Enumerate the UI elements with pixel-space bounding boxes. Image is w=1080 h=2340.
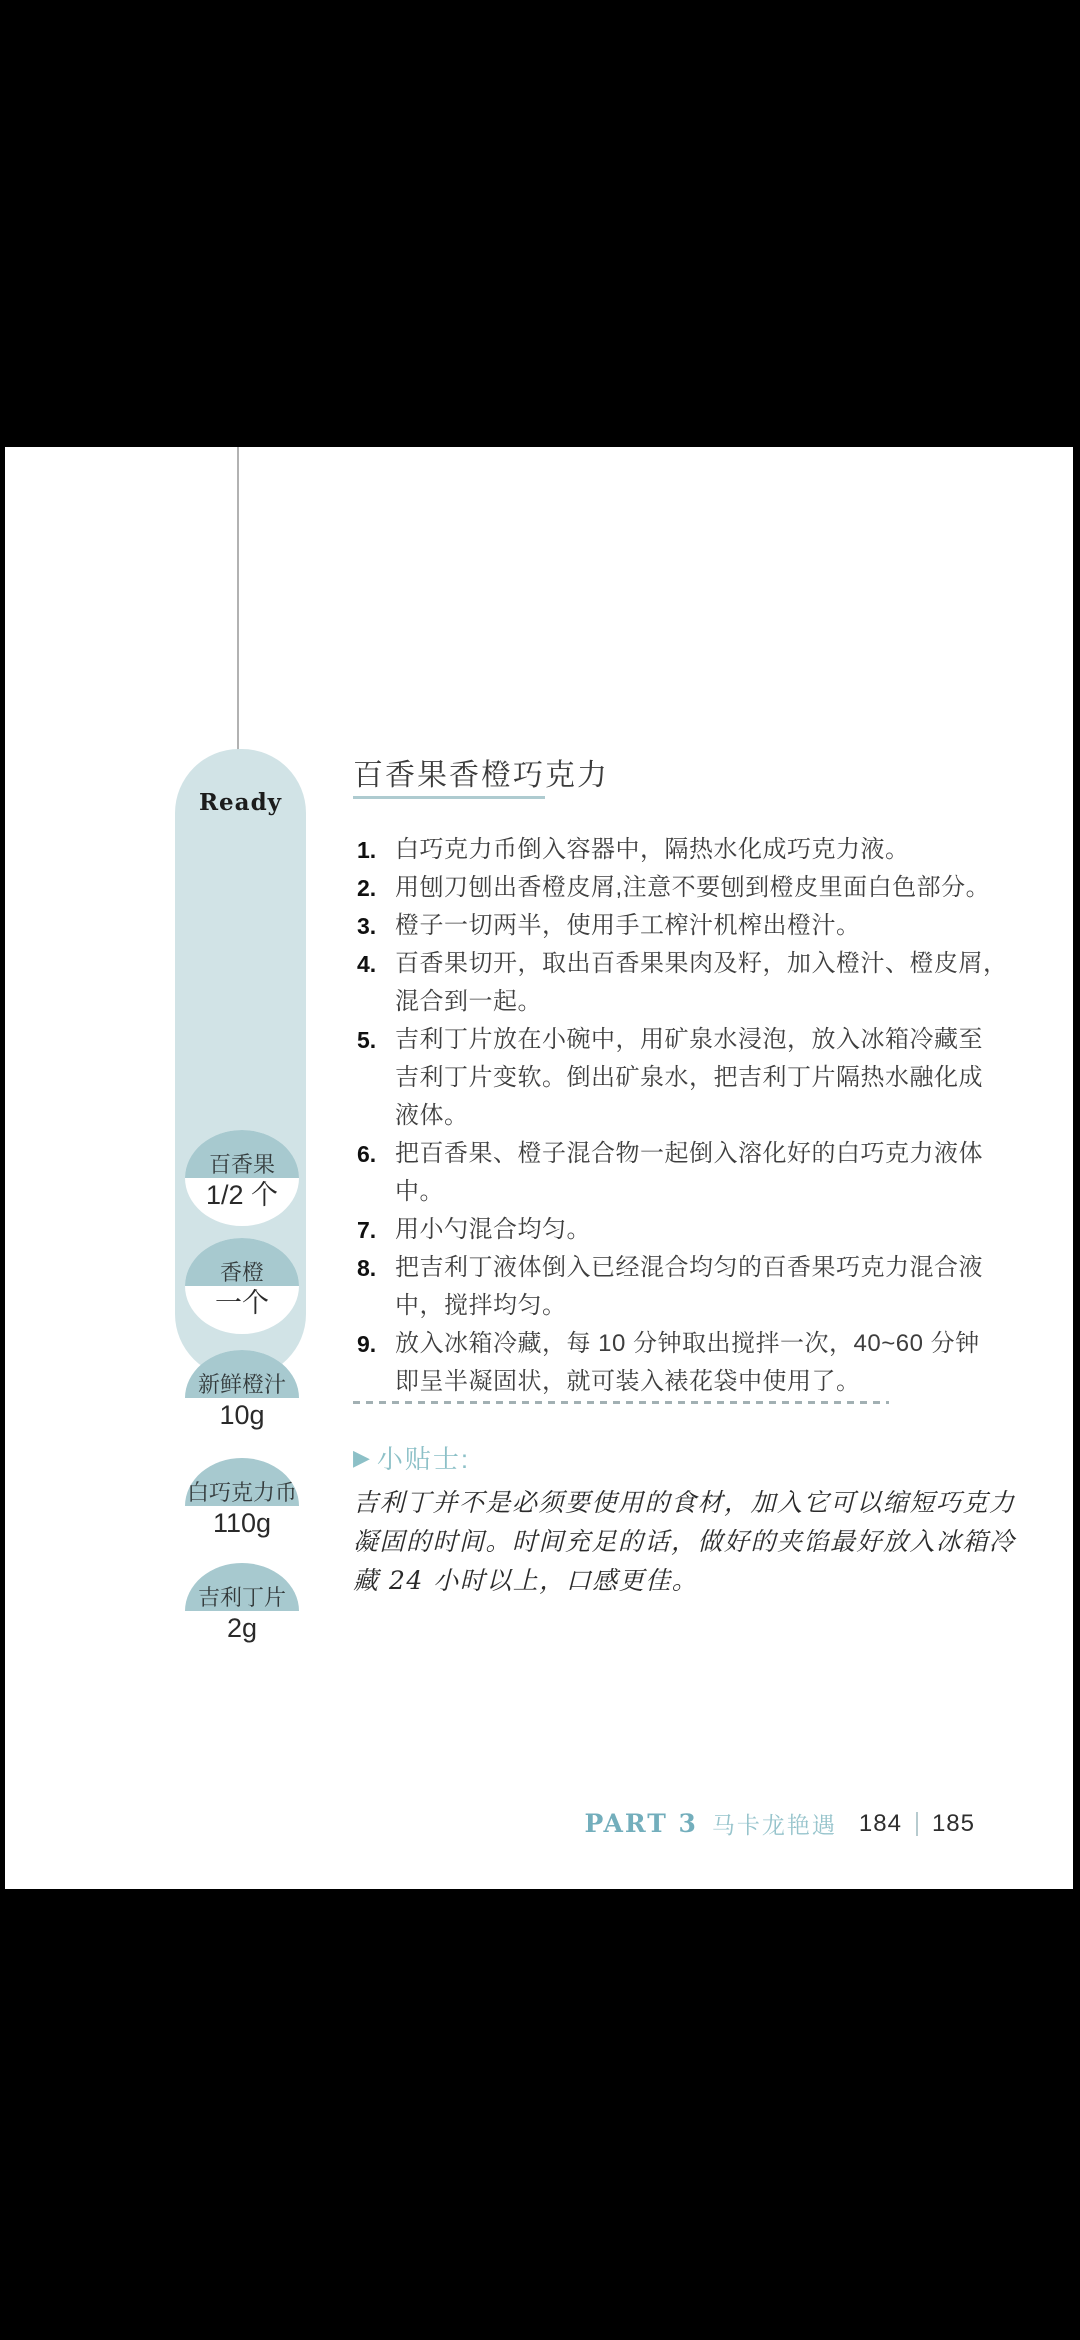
- step-text-line: 橙子一切两半，使用手工榨汁机榨出橙汁。: [395, 912, 861, 939]
- ingredient-name: 新鲜橙汁: [197, 1372, 286, 1397]
- step-number: 1.: [357, 837, 377, 863]
- step-text-line: 放入冰箱冷藏，每 10 分钟取出搅拌一次，40~60 分钟: [395, 1330, 980, 1357]
- tip-line: 吉利丁并不是必须要使用的食材，加入它可以缩短巧克力: [353, 1488, 1016, 1517]
- ready-label: Ready: [198, 789, 283, 816]
- ingredient-name: 白巧克力币: [186, 1480, 297, 1505]
- step-text-line: 用刨刀刨出香橙皮屑,注意不要刨到橙皮里面白色部分。: [395, 874, 991, 901]
- step-item: [357, 1021, 983, 1135]
- ingredient-circle-top: [185, 1130, 299, 1178]
- title-underline: [353, 796, 545, 799]
- page-footer: [355, 1807, 975, 1840]
- step-number: 5.: [357, 1027, 377, 1053]
- ingredient-amount: 10g: [219, 1400, 265, 1430]
- step-text-line: 白巧克力币倒入容器中，隔热水化成巧克力液。: [395, 836, 910, 863]
- step-item: [357, 831, 917, 869]
- step-item: [357, 945, 1008, 1021]
- step-item: [357, 1211, 917, 1249]
- page-number-left: 184: [858, 1809, 902, 1837]
- dashed-divider: [353, 1401, 889, 1404]
- page-number-divider: [916, 1812, 918, 1836]
- step-text-line: 吉利丁片放在小碗中，用矿泉水浸泡，放入冰箱冷藏至: [395, 1026, 983, 1053]
- tips-text: [353, 1483, 1016, 1600]
- tip-line: 藏 24 小时以上，口感更佳。: [353, 1566, 699, 1595]
- step-text-line: 把吉利丁液体倒入已经混合均匀的百香果巧克力混合液: [395, 1254, 983, 1281]
- ingredient-circle: [185, 1350, 299, 1446]
- step-text-line: 用小勺混合均匀。: [395, 1216, 591, 1243]
- step-text: [395, 1211, 917, 1249]
- ingredient-circle: [185, 1458, 299, 1554]
- step-text-line: 百香果切开，取出百香果果肉及籽，加入橙汁、橙皮屑，: [395, 950, 1008, 977]
- step-text: [395, 945, 1008, 1021]
- step-text-line: 吉利丁片变软。倒出矿泉水，把吉利丁片隔热水融化成: [395, 1064, 983, 1091]
- ingredient-name: 香橙: [219, 1260, 264, 1285]
- step-number: 7.: [357, 1217, 377, 1243]
- step-text-line: 液体。: [395, 1102, 469, 1129]
- ingredient-amount: 一个: [215, 1288, 269, 1318]
- step-text-line: 中，搅拌均匀。: [395, 1292, 567, 1319]
- ingredient-circle: [185, 1238, 299, 1334]
- tip-line: 凝固的时间。时间充足的话，做好的夹馅最好放入冰箱冷: [353, 1527, 1016, 1556]
- step-text: [395, 831, 917, 869]
- step-item: [357, 1135, 983, 1211]
- ingredient-circle: [185, 1130, 299, 1226]
- step-text: [395, 869, 990, 907]
- step-item: [357, 1249, 983, 1325]
- step-text: [395, 1135, 983, 1211]
- part-label: PART 3: [584, 1809, 698, 1838]
- chapter-title: 马卡龙艳遇: [711, 1812, 837, 1838]
- ingredient-name: 吉利丁片: [197, 1585, 286, 1610]
- ingredient-amount: 1/2 个: [205, 1180, 279, 1210]
- step-number: 9.: [357, 1331, 377, 1357]
- step-text: [395, 1249, 983, 1325]
- step-number: 6.: [357, 1141, 377, 1167]
- step-text-line: 即呈半凝固状，就可装入裱花袋中使用了。: [395, 1368, 861, 1395]
- ingredient-circle-top: [185, 1238, 299, 1286]
- step-number: 3.: [357, 913, 377, 939]
- step-item: [357, 869, 991, 907]
- step-item: [357, 907, 917, 945]
- step-number: 4.: [357, 951, 377, 977]
- step-number: 2.: [357, 875, 377, 901]
- step-text-line: 中。: [395, 1178, 444, 1205]
- step-text-line: 混合到一起。: [395, 988, 542, 1015]
- tips-heading-label: 小贴士:: [376, 1444, 471, 1474]
- ingredient-circle-top: [185, 1350, 299, 1398]
- steps-list: [357, 831, 1008, 1401]
- book-page: [5, 447, 1073, 1889]
- ingredient-amount: 2g: [226, 1613, 258, 1643]
- page-number-right: 185: [931, 1809, 975, 1837]
- step-number: 8.: [357, 1255, 377, 1281]
- ingredient-circle-top: [185, 1563, 299, 1611]
- connector-line: [237, 447, 239, 773]
- step-text: [395, 1325, 980, 1401]
- ingredient-circle: [185, 1563, 299, 1659]
- ingredient-name: 百香果: [208, 1152, 275, 1177]
- ingredient-amount: 110g: [212, 1508, 272, 1538]
- step-text-line: 把百香果、橙子混合物一起倒入溶化好的白巧克力液体: [395, 1140, 983, 1167]
- recipe-title: 百香果香橙巧克力: [353, 759, 609, 792]
- ingredient-circle-top: [185, 1458, 299, 1506]
- ready-ribbon: [175, 749, 306, 1643]
- tips-heading: [353, 1439, 470, 1476]
- step-item: [357, 1325, 980, 1401]
- step-text: [395, 907, 917, 945]
- step-text: [395, 1021, 983, 1135]
- tips-arrow-icon: ▶: [353, 1444, 370, 1470]
